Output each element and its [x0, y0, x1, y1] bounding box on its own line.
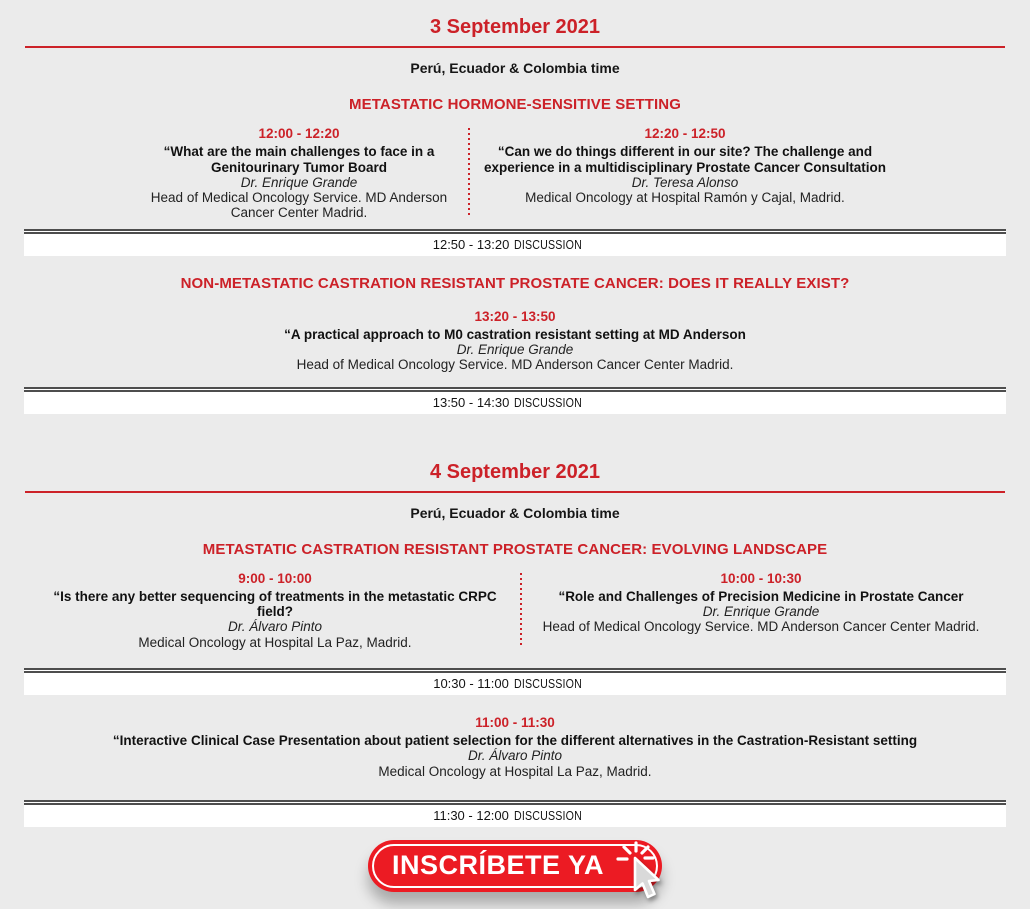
day-section-2 — [0, 462, 1030, 827]
session-affiliation: Medical Oncology at Hospital La Paz, Madrid. — [138, 634, 412, 650]
session-topic-heading: METASTATIC CASTRATION RESISTANT PROSTATE CANCER: EVOLVING LANDSCAPE — [202, 540, 828, 558]
day-title-rule — [25, 491, 1005, 493]
session-title: “Is there any better sequencing of treatments in the metastatic CRPC field? — [53, 588, 497, 619]
session-item — [30, 571, 520, 650]
discussion-time: 10:30 - 11:00 — [433, 676, 509, 692]
click-cursor-icon — [606, 839, 672, 909]
timezone-note: Perú, Ecuador & Colombia time — [410, 504, 620, 521]
session-speaker: Dr. Teresa Alonso — [631, 174, 739, 190]
discussion-label: DISCUSSION — [513, 808, 582, 824]
session-time: 12:20 - 12:50 — [644, 126, 726, 141]
timezone-note: Perú, Ecuador & Colombia time — [410, 60, 620, 76]
day-title: 4 September 2021 — [429, 460, 601, 483]
discussion-label: DISCUSSION — [513, 676, 582, 692]
register-button[interactable] — [368, 840, 662, 892]
session-item — [0, 715, 1030, 779]
session-speaker: Dr. Enrique Grande — [456, 342, 574, 357]
session-item — [522, 571, 1000, 650]
session-title: “What are the main challenges to face in a Genitourinary Tumor Board — [163, 144, 435, 175]
session-item — [130, 126, 468, 221]
session-title: “Can we do things different in our site? The challenge and experience in a multidisciplinary Prostate Cancer Consultation — [483, 144, 887, 175]
register-button-label: INSCRÍBETE YA — [391, 850, 605, 881]
discussion-bar — [24, 668, 1006, 695]
session-speaker: Dr. Enrique Grande — [702, 604, 820, 619]
day-title-rule — [25, 46, 1005, 48]
discussion-time: 12:50 - 13:20 — [432, 237, 510, 252]
discussion-bar — [24, 800, 1006, 827]
session-item — [0, 309, 1030, 373]
discussion-time: 11:30 - 12:00 — [433, 808, 509, 824]
register-button-area — [0, 840, 1030, 892]
session-speaker: Dr. Álvaro Pinto — [467, 748, 563, 764]
session-speaker: Dr. Álvaro Pinto — [227, 619, 323, 635]
session-topic-heading: METASTATIC HORMONE-SENSITIVE SETTING — [349, 96, 681, 113]
session-affiliation: Head of Medical Oncology Service. MD Anderson Cancer Center Madrid. — [150, 190, 448, 221]
discussion-bar — [24, 229, 1006, 256]
session-affiliation: Medical Oncology at Hospital La Paz, Madrid. — [378, 763, 652, 779]
session-item — [470, 126, 900, 221]
sessions-row — [0, 571, 1030, 650]
session-title: “A practical approach to M0 castration resistant setting at MD Anderson — [284, 326, 746, 342]
session-affiliation: Head of Medical Oncology Service. MD Anderson Cancer Center Madrid. — [296, 357, 734, 373]
day-section-1 — [0, 17, 1030, 414]
session-speaker: Dr. Enrique Grande — [240, 174, 358, 190]
session-time: 12:00 - 12:20 — [258, 126, 340, 141]
session-time: 9:00 - 10:00 — [238, 570, 312, 586]
sessions-row — [0, 126, 1030, 221]
discussion-label: DISCUSSION — [514, 395, 583, 410]
discussion-label: DISCUSSION — [514, 237, 583, 252]
session-time: 11:00 - 11:30 — [475, 714, 555, 730]
session-topic-heading: NON-METASTATIC CASTRATION RESISTANT PROSTATE CANCER: DOES IT REALLY EXIST? — [180, 274, 850, 292]
session-title: “Interactive Clinical Case Presentation about patient selection for the different alternatives in the Castration-Resistant setting — [112, 733, 918, 748]
session-affiliation: Medical Oncology at Hospital Ramón y Cajal, Madrid. — [525, 190, 845, 205]
day-title: 3 September 2021 — [429, 16, 601, 38]
session-time: 13:20 - 13:50 — [474, 308, 556, 324]
session-time: 10:00 - 10:30 — [720, 570, 802, 586]
discussion-time: 13:50 - 14:30 — [432, 395, 510, 410]
session-title: “Role and Challenges of Precision Medicine in Prostate Cancer — [558, 588, 964, 604]
discussion-bar — [24, 387, 1006, 414]
session-affiliation: Head of Medical Oncology Service. MD Anderson Cancer Center Madrid. — [542, 619, 980, 635]
